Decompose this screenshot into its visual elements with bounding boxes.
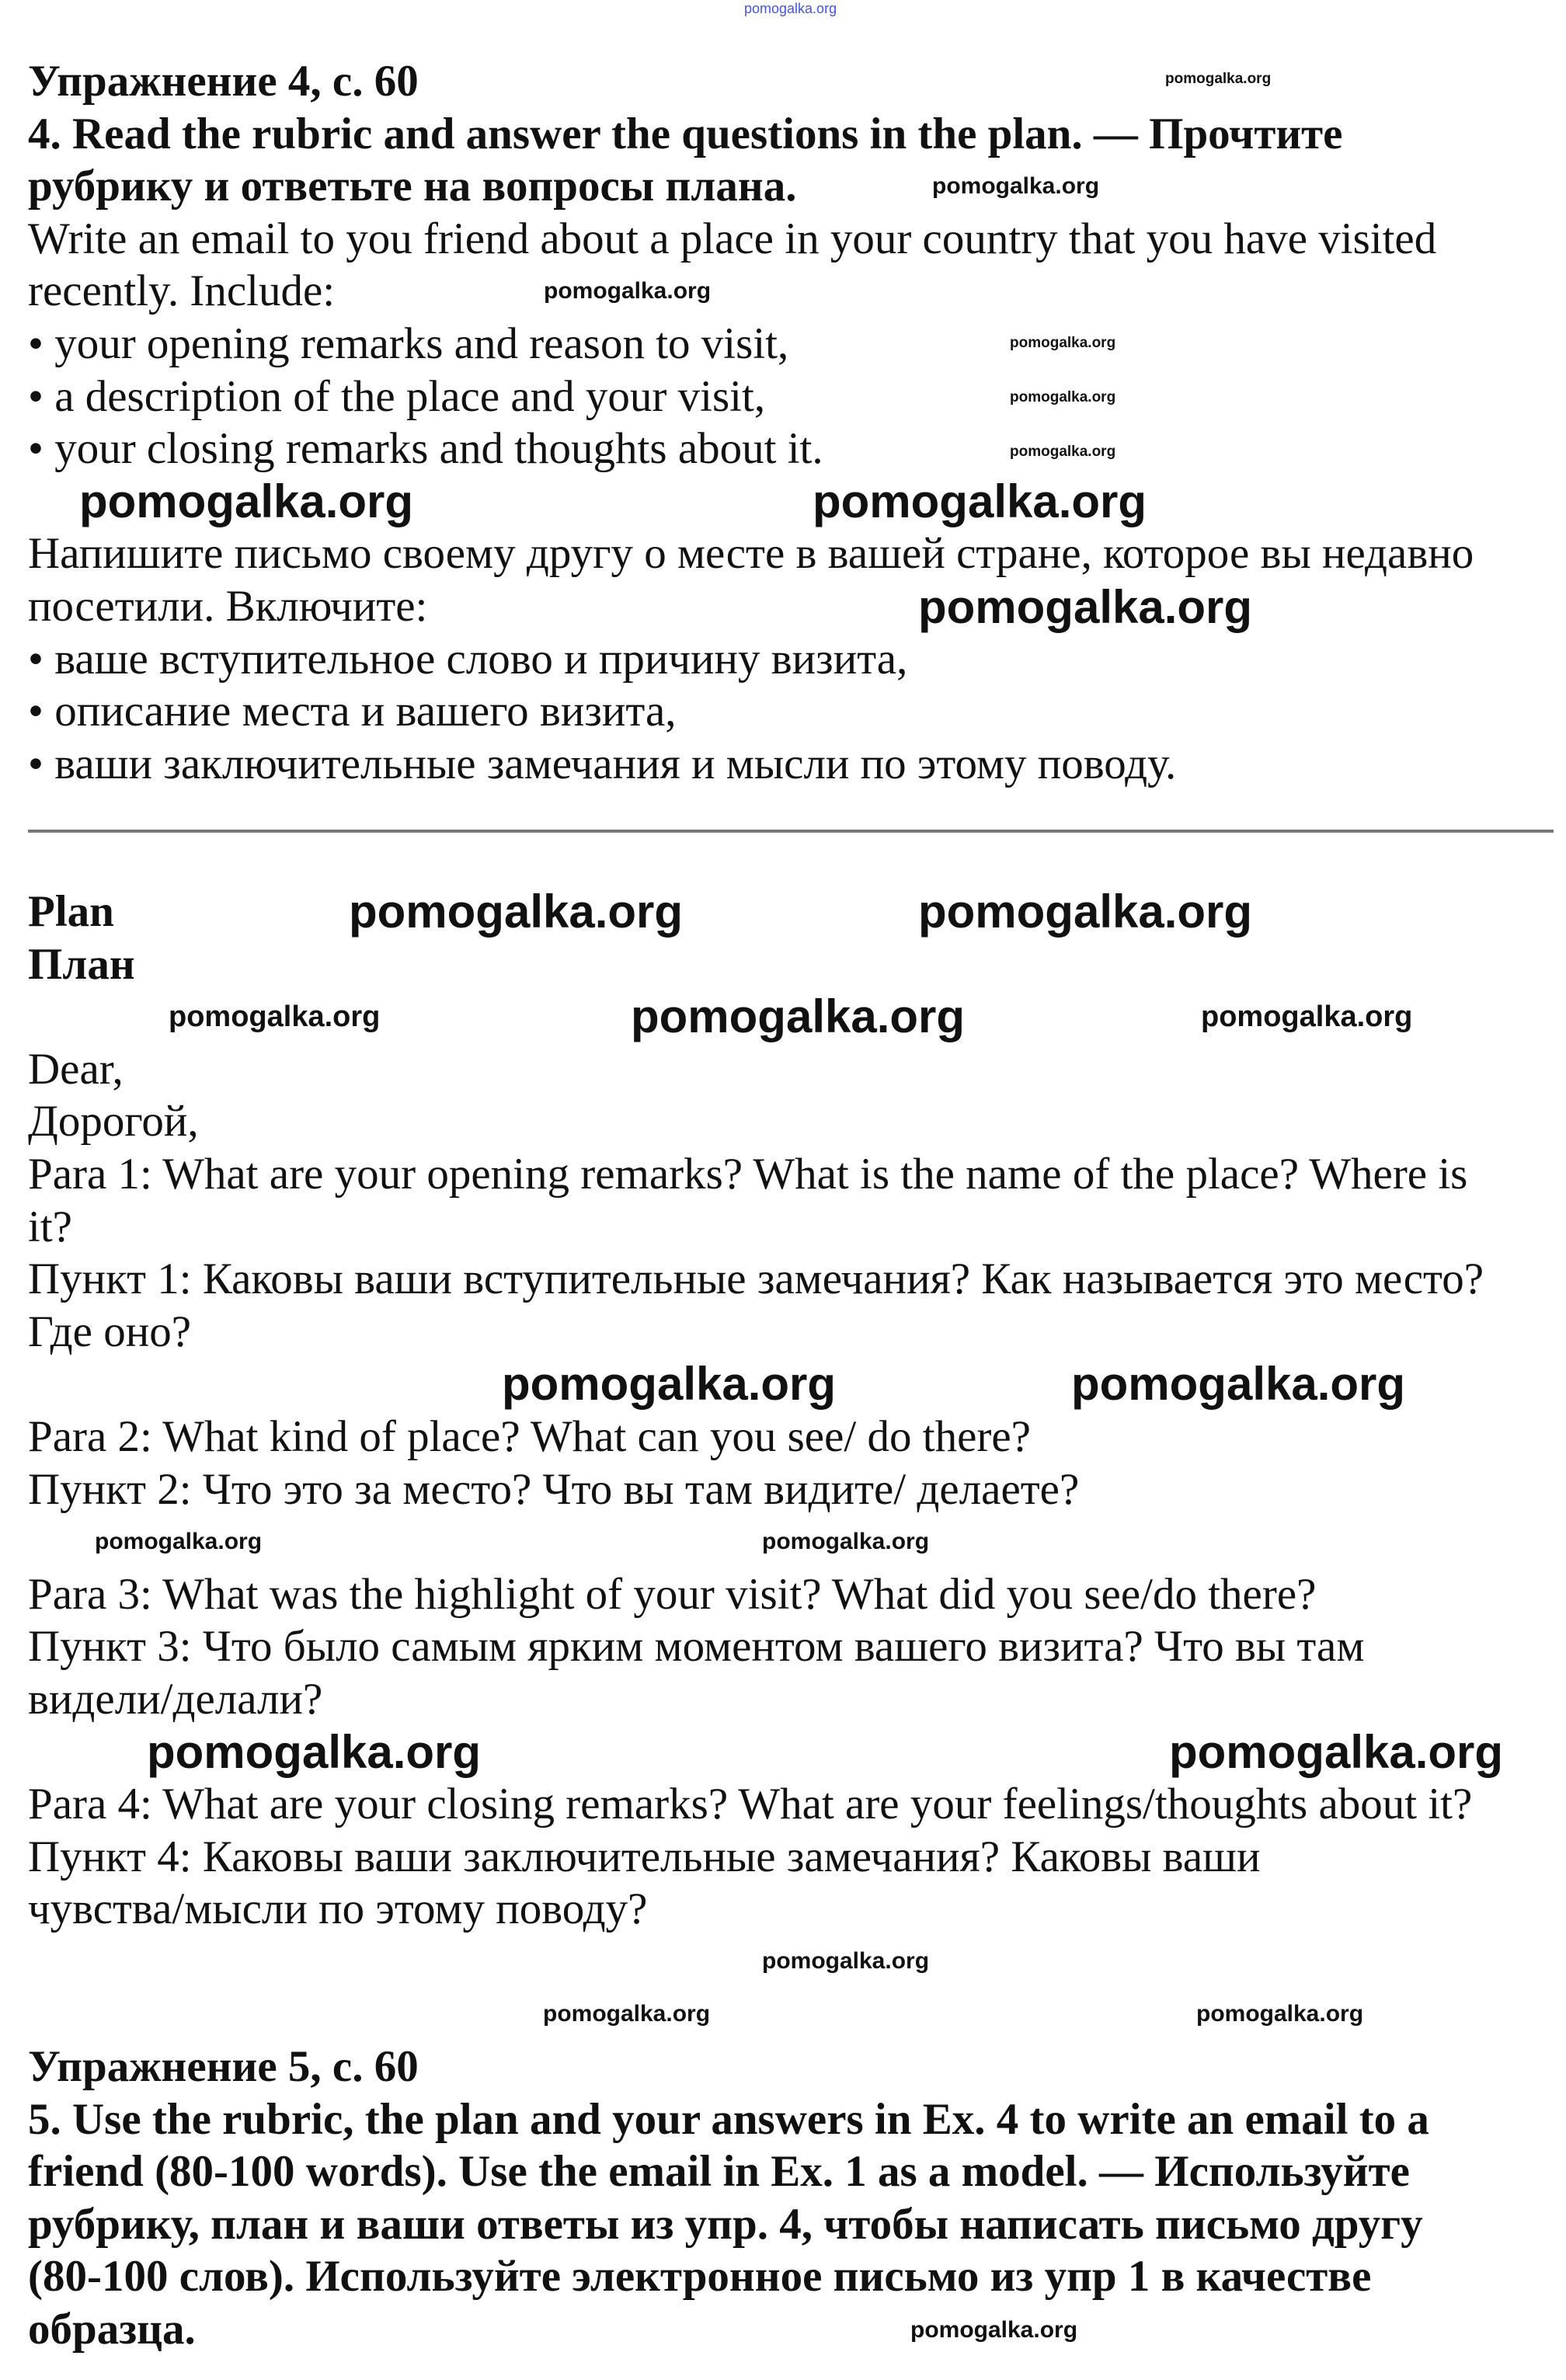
rubric-line-en: • your closing remarks and thoughts about it. (28, 424, 823, 474)
task-line: friend (80-100 words). Use the email in Ex. 1 as a model. — Используйте (28, 2147, 1410, 2197)
blank-line (28, 1936, 1484, 1989)
task-line: рубрику, план и ваши ответы из упр. 4, чтобы написать письмо другу (28, 2199, 1423, 2249)
watermark: pomogalka.org (1201, 1000, 1413, 1033)
task-line: 4. Read the rubric and answer the questions in the plan. — Прочтите (28, 109, 1343, 158)
watermark: pomogalka.org (762, 1948, 930, 1974)
plan-line: Para 4: What are your closing remarks? What are your feelings/thoughts about it? (28, 1780, 1473, 1829)
watermark: pomogalka.org (813, 475, 1147, 527)
watermark: pomogalka.org (910, 2317, 1078, 2343)
rubric-line-en: • your opening remarks and reason to visit, (28, 318, 789, 368)
watermark: pomogalka.org (1010, 389, 1116, 405)
rubric-line-ru: • ваши заключительные замечания и мысли по этому поводу. (28, 739, 1177, 788)
plan-line: видели/делали? (28, 1674, 323, 1724)
section-divider (28, 830, 1554, 833)
watermark: pomogalka.org (79, 475, 414, 527)
watermark: pomogalka.org (744, 1, 837, 16)
watermark: pomogalka.org (932, 173, 1100, 199)
exercise-4-title: Упражнение 4, с. 60 (28, 57, 419, 106)
watermark: pomogalka.org (1169, 1726, 1504, 1778)
watermark: pomogalka.org (1010, 444, 1116, 460)
plan-title-ru: План (28, 939, 135, 989)
plan-line: Пункт 1: Каковы ваши вступительные замечания? Как называется это место? (28, 1254, 1484, 1304)
watermark: pomogalka.org (95, 1529, 263, 1554)
exercise-5-title: Упражнение 5, с. 60 (28, 2042, 419, 2092)
plan-section (28, 886, 1484, 2356)
rubric-line-en: Write an email to you friend about a place in your country that you have visited (28, 214, 1437, 263)
rubric-line-ru: • описание места и вашего визита, (28, 687, 677, 736)
plan-line: Пункт 2: Что это за место? Что вы там видите/ делаете? (28, 1464, 1080, 1514)
watermark: pomogalka.org (631, 990, 966, 1042)
watermark: pomogalka.org (918, 886, 1253, 938)
watermark: pomogalka.org (502, 1358, 837, 1410)
rubric-line-en: recently. Include: (28, 266, 336, 316)
watermark: pomogalka.org (349, 886, 684, 938)
watermark: pomogalka.org (544, 278, 712, 304)
plan-line: Дорогой, (28, 1097, 199, 1147)
plan-line: Dear, (28, 1044, 124, 1094)
plan-line: чувства/мысли по этому поводу? (28, 1884, 648, 1934)
watermark: pomogalka.org (147, 1726, 482, 1778)
task-line: 5. Use the rubric, the plan and your answers in Ex. 4 to write an email to a (28, 2094, 1429, 2144)
rubric-line-en: • a description of the place and your visit, (28, 371, 766, 421)
plan-line: Пункт 4: Каковы ваши заключительные замечания? Каковы ваши (28, 1832, 1261, 1881)
watermark: pomogalka.org (918, 581, 1253, 633)
plan-line: it? (28, 1202, 72, 1251)
plan-line: Para 1: What are your opening remarks? What is the name of the place? Where is (28, 1149, 1468, 1199)
task-line: рубрику и ответьте на вопросы плана. (28, 162, 797, 211)
task-line: (80-100 слов). Используйте электронное письмо из упр 1 в качестве (28, 2252, 1372, 2302)
watermark: pomogalka.org (1196, 2001, 1364, 2027)
watermark: pomogalka.org (543, 2001, 711, 2027)
exercise-4-section (28, 55, 1474, 790)
watermark: pomogalka.org (1071, 1358, 1406, 1410)
watermark: pomogalka.org (1165, 71, 1272, 87)
rubric-line-ru: Напишите письмо своему другу о месте в вашей стране, которое вы недавно (28, 529, 1474, 579)
plan-line: Para 2: What kind of place? What can you see/ do there? (28, 1411, 1031, 1461)
rubric-line-ru: посетили. Включите: (28, 581, 428, 631)
plan-line: Para 3: What was the highlight of your visit? What did you see/do there? (28, 1569, 1317, 1619)
plan-line: Где оно? (28, 1307, 192, 1356)
plan-title-en: Plan (28, 887, 114, 936)
task-line: образца. (28, 2305, 196, 2354)
rubric-line-ru: • ваше вступительное слово и причину визита, (28, 634, 908, 684)
watermark: pomogalka.org (1010, 335, 1116, 351)
watermark: pomogalka.org (169, 1000, 381, 1033)
plan-line: Пункт 3: Что было самым ярким моментом вашего визита? Что вы там (28, 1622, 1365, 1672)
watermark: pomogalka.org (762, 1529, 930, 1554)
